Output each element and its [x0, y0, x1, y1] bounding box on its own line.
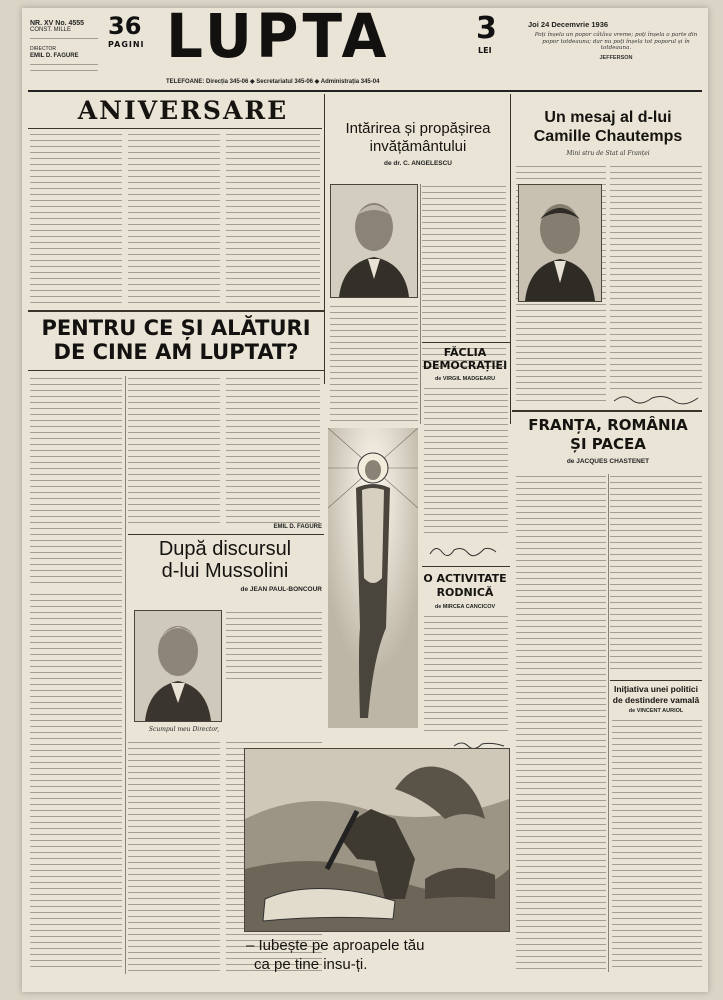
- mussolini-title-line1: După discursul: [158, 538, 292, 560]
- activitate-text: [424, 614, 508, 736]
- mussolini-caption: Scumpul meu Director,: [148, 726, 220, 733]
- mesaj-title-line2: Camille Chautemps: [533, 128, 683, 145]
- facla-title: [422, 346, 508, 372]
- activitate-title-line1: O ACTIVITATE: [423, 572, 507, 585]
- initiativa-title-line2: de destindere vamală: [612, 695, 700, 705]
- mesaj-title: [514, 108, 702, 146]
- christ-figure-icon: [328, 428, 418, 728]
- facla-text: [424, 386, 508, 536]
- newspaper-title: LUPTA: [166, 0, 391, 72]
- illustration-caption: [246, 936, 510, 974]
- facla-title-line2: DEMOCRAȚIEI: [422, 359, 508, 372]
- chautemps-portrait: [518, 184, 602, 302]
- caption-line1: – Iubește pe aproapele tău: [246, 937, 425, 954]
- mussolini-title-line2: d-lui Mussolini: [161, 560, 289, 582]
- motto-author: JEFFERSON: [599, 55, 633, 61]
- mesaj-col2: [610, 164, 702, 390]
- franta-title-line2: ȘI PACEA: [570, 435, 646, 453]
- facla-byline: de VIRGIL MADGEARU: [434, 376, 496, 382]
- initiativa-text: [612, 718, 702, 972]
- intarirea-title-line2: invățământului: [369, 138, 467, 155]
- pentru-title-line1: PENTRU CE ȘI ALĂTURI: [41, 316, 311, 340]
- portrait-man-icon: [135, 611, 221, 721]
- facla-signature: [428, 544, 504, 561]
- mesaj-title-line1: Un mesaj al d-lui: [544, 109, 672, 126]
- pentru-col3: [226, 376, 320, 526]
- mussolini-col1: [128, 740, 220, 972]
- issue-number: NR. XV No. 4555: [30, 20, 85, 27]
- caption-line2: ca pe tine insu-ți.: [254, 956, 368, 973]
- pages-label: PAGINI: [108, 40, 145, 49]
- cain-abel-illustration: [244, 748, 510, 932]
- pages-count: 36: [108, 12, 142, 40]
- mesaj-signature: [612, 392, 702, 409]
- intarirea-title-line1: Intărirea și propășirea: [345, 120, 491, 137]
- director-name: EMIL D. FAGURE: [30, 53, 79, 59]
- activitate-byline: de MIRCEA CANCICOV: [434, 604, 496, 610]
- franta-title-line1: FRANȚA, ROMÂNIA: [528, 416, 688, 434]
- handwritten-signature-icon: [428, 544, 498, 558]
- mussolini-col2-top: [226, 610, 322, 680]
- mussolini-byline: de JEAN PAUL-BONCOUR: [240, 586, 322, 593]
- boncour-portrait: [134, 610, 222, 722]
- pentru-title: [30, 316, 322, 364]
- fratricide-scene-icon: [245, 749, 509, 931]
- franta-col1: [516, 474, 606, 972]
- pentru-col1: [30, 376, 122, 586]
- aniversare-title: ANIVERSARE: [77, 96, 289, 125]
- aniversare-col1: [30, 132, 122, 306]
- aniversare-col2: [128, 132, 220, 306]
- mesaj-subtitle: Mini stru de Stat al Franței: [566, 150, 650, 157]
- aniversare-signature: EMIL D. FAGURE: [273, 524, 322, 530]
- pentru-col2: [128, 376, 220, 526]
- issue-date: Joi 24 Decemvrie 1936: [528, 20, 609, 29]
- handwritten-signature-icon: [612, 392, 700, 406]
- price-value: 3: [476, 11, 497, 46]
- angelescu-portrait: [330, 184, 418, 298]
- portrait-man-icon: [519, 185, 601, 301]
- price-currency: LEI: [478, 46, 492, 55]
- pentru-title-line2: DE CINE AM LUPTAT?: [53, 340, 299, 364]
- director-label: DIRECTOR: [30, 46, 57, 52]
- franta-col2: [610, 474, 702, 674]
- founder-name: CONST. MILLE: [30, 27, 72, 33]
- issue-info: [30, 20, 98, 76]
- christ-illustration: [328, 428, 418, 728]
- intarirea-byline: de dr. C. ANGELESCU: [383, 160, 453, 167]
- activitate-title: [422, 572, 508, 600]
- intarirea-col-left: [330, 304, 418, 424]
- facla-title-line1: FĂCLIA: [443, 346, 487, 359]
- franta-title: [514, 416, 702, 454]
- motto-text: Poți înșela un popor câtăva vreme; poți înșela o parte din popor totdeauna; dar nu poți înșela tot poporul și în totdeauna.: [534, 32, 698, 52]
- phone-numbers: TELEFOANE: Direcția 345-06 ◆ Secretariatul 345-06 ◆ Administrația 345-04: [166, 79, 380, 85]
- initiativa-byline: de VINCENT AURIOL: [628, 708, 684, 714]
- initiativa-title: [610, 684, 702, 706]
- newspaper-page: [22, 0, 708, 992]
- activitate-title-line2: RODNICĂ: [436, 586, 494, 599]
- aniversare-col3: [226, 132, 320, 306]
- mussolini-title: [128, 538, 322, 582]
- intarirea-title: [328, 120, 508, 156]
- franta-byline: de JACQUES CHASTENET: [566, 458, 650, 465]
- portrait-man-icon: [331, 185, 417, 297]
- initiativa-title-line1: Inițiativa unei politici: [613, 684, 699, 694]
- pentru-col1-continued: [30, 592, 122, 972]
